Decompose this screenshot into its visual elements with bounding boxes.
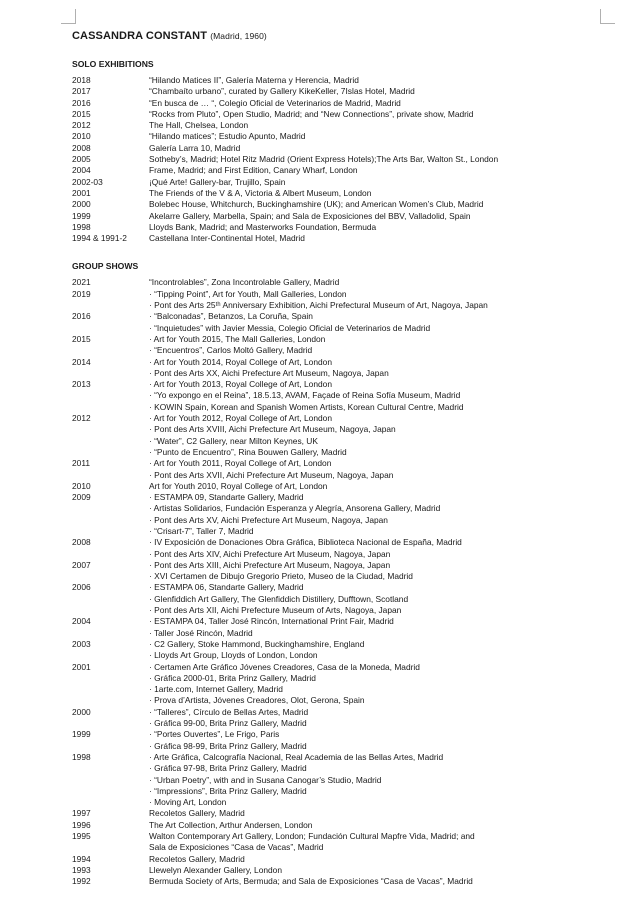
entry-row <box>72 594 592 605</box>
entry-row <box>72 650 592 661</box>
entry-text: · Pont des Arts XX, Aichi Prefecture Art Museum, Nagoya, Japan <box>149 367 389 378</box>
entry-row <box>72 188 592 199</box>
entry-row <box>72 109 592 120</box>
entry-text: Akelarre Gallery, Marbella, Spain; and Sala de Exposiciones del BBV, Valladolid, Spain <box>149 210 471 221</box>
entry-row <box>72 222 592 233</box>
entry-year <box>72 775 149 786</box>
entry-row <box>72 154 592 165</box>
entry-text: · Gráfica 2000-01, Brita Prinz Gallery, Madrid <box>149 672 316 683</box>
entry-text: · C2 Gallery, Stoke Hammond, Buckinghamshire, England <box>149 638 365 649</box>
entry-year <box>72 526 149 537</box>
entry-text: · Pont des Arts XIII, Aichi Prefecture Art Museum, Nagoya, Japan <box>149 559 391 570</box>
entry-row <box>72 233 592 244</box>
entry-row <box>72 165 592 176</box>
entry-row <box>72 199 592 210</box>
entry-row <box>72 436 592 447</box>
entry-row <box>72 707 592 718</box>
entry-text: · “Inquietudes” with Javier Messia, Colegio Oficial de Veterinarios de Madrid <box>149 322 431 333</box>
entry-year: 1999 <box>72 210 91 221</box>
entry-year <box>72 594 149 605</box>
entry-year: 2015 <box>72 333 91 344</box>
entry-row <box>72 345 592 356</box>
entry-row <box>72 311 592 322</box>
entry-row <box>72 98 592 109</box>
entry-year <box>72 345 149 356</box>
entry-row <box>72 390 592 401</box>
entry-row <box>72 447 592 458</box>
entry-year: 1995 <box>72 831 91 841</box>
entry-text: · Moving Art, London <box>149 797 227 808</box>
entry-row <box>72 481 592 492</box>
entry-text: · “Tipping Point”, Art for Youth, Mall Galleries, London <box>149 288 347 299</box>
entry-row <box>72 492 592 503</box>
entry-text: · “Urban Poetry”, with and in Susana Canogar’s Studio, Madrid <box>149 774 382 785</box>
entry-text: “Hilando matices”; Estudio Apunto, Madrid <box>149 131 306 142</box>
entry-row <box>72 616 592 627</box>
entry-row <box>72 865 592 876</box>
entry-year <box>72 424 149 435</box>
entry-text: · Certamen Arte Gráfico Jóvenes Creadores, Casa de la Moneda, Madrid <box>149 661 420 672</box>
entry-row <box>72 842 592 853</box>
entry-year: 1992 <box>72 876 91 887</box>
entry-text: · Artistas Solidarios, Fundación Esperanza y Alegría, Ansorena Gallery, Madrid <box>149 503 441 514</box>
entry-text: The Art Collection, Arthur Andersen, London <box>149 819 313 830</box>
entry-row <box>72 571 592 582</box>
entry-text: Castellana Inter-Continental Hotel, Madrid <box>149 233 305 244</box>
entry-year: 2013 <box>72 379 91 390</box>
entry-row <box>72 368 592 379</box>
entry-text: · ESTAMPA 06, Standarte Gallery, Madrid <box>149 582 304 593</box>
entry-text: · Gráfica 99-00, Brita Prinz Gallery, Madrid <box>149 718 307 729</box>
entry-row <box>72 775 592 786</box>
entry-row <box>72 300 592 311</box>
entry-year: 2012 <box>72 120 91 131</box>
entry-year: 2003 <box>72 638 91 649</box>
entry-text: · Glenfiddich Art Gallery, The Glenfiddich Distillery, Dufftown, Scotland <box>149 593 409 604</box>
entry-year <box>72 515 149 526</box>
crop-mark-left <box>61 9 76 24</box>
entry-text: Sala de Exposiciones “Casa de Vacas”, Madrid <box>149 842 324 853</box>
entry-year: 2002-03 <box>72 176 103 187</box>
entry-text: · Pont des Arts 25ᵗʰ Anniversary Exhibition, Aichi Prefectural Museum of Art, Nagoya, Japan <box>149 300 488 311</box>
entry-text: · ESTAMPA 09, Standarte Gallery, Madrid <box>149 492 304 503</box>
entry-text: · “Punto de Encuentro”, Rina Bouwen Gallery, Madrid <box>149 446 347 457</box>
entry-year <box>72 402 149 413</box>
entry-row <box>72 639 592 650</box>
entry-text: · 1arte.com, Internet Gallery, Madrid <box>149 684 283 695</box>
entry-text: “En busca de … “, Colegio Oficial de Veterinarios de Madrid, Madrid <box>149 97 401 108</box>
entry-row <box>72 413 592 424</box>
entry-row <box>72 86 592 97</box>
entry-row <box>72 718 592 729</box>
entry-text: Llewelyn Alexander Gallery, London <box>149 864 282 875</box>
entry-year <box>72 842 149 853</box>
entry-row <box>72 820 592 831</box>
entry-text: “Chambaíto urbano”, curated by Gallery KikeKeller, 7Islas Hotel, Madrid <box>149 86 415 97</box>
entry-text: · Gráfica 97-98, Brita Prinz Gallery, Madrid <box>149 763 307 774</box>
entry-text: Bermuda Society of Arts, Bermuda; and Sala de Exposiciones “Casa de Vacas”, Madrid <box>149 876 473 887</box>
entry-text: ¡Qué Arte! Gallery-bar, Trujillo, Spain <box>149 176 286 187</box>
entry-row <box>72 211 592 222</box>
entry-row <box>72 797 592 808</box>
entry-year: 2004 <box>72 616 91 627</box>
entry-year <box>72 605 149 616</box>
entry-row <box>72 549 592 560</box>
entry-text: · Pont des Arts XVII, Aichi Prefecture Art Museum, Nagoya, Japan <box>149 469 394 480</box>
entry-row <box>72 729 592 740</box>
entry-text: · Art for Youth 2013, Royal College of Art, London <box>149 379 332 390</box>
entry-text: Lloyds Bank, Madrid; and Masterworks Foundation, Bermuda <box>149 221 377 232</box>
entry-year <box>72 571 149 582</box>
entry-row <box>72 854 592 865</box>
entry-year: 2016 <box>72 311 91 322</box>
entry-year: 2007 <box>72 559 91 570</box>
entry-year: 1998 <box>72 751 91 762</box>
entry-text: · ESTAMPA 04, Taller José Rincón, International Print Fair, Madrid <box>149 616 394 627</box>
entry-year: 2021 <box>72 277 91 288</box>
entry-text: Galería Larra 10, Madrid <box>149 142 241 153</box>
entry-row <box>72 177 592 188</box>
entry-row <box>72 876 592 887</box>
entry-row <box>72 402 592 413</box>
entry-year: 2004 <box>72 165 91 176</box>
entry-year: 2008 <box>72 537 91 548</box>
entry-year: 2018 <box>72 75 91 85</box>
entry-year <box>72 695 149 706</box>
entry-year <box>72 436 149 447</box>
entry-year: 1997 <box>72 808 91 819</box>
entry-year: 2015 <box>72 108 91 119</box>
group-shows-title: GROUP SHOWS <box>72 261 139 272</box>
entry-year: 2014 <box>72 356 91 367</box>
entry-year <box>72 628 149 639</box>
entry-year: 1994 & 1991-2 <box>72 233 127 244</box>
entry-row <box>72 808 592 819</box>
entry-year <box>72 684 149 695</box>
entry-text: · “Yo expongo en el Reina”, 18.5.13, AVAM, Façade of Reina Sofía Museum, Madrid <box>149 390 461 401</box>
entry-year <box>72 673 149 684</box>
entry-text: “Incontrolables”, Zona Incontrolable Gallery, Madrid <box>149 277 340 288</box>
entry-row <box>72 662 592 673</box>
entry-year <box>72 650 149 661</box>
entry-row <box>72 503 592 514</box>
entry-text: Recoletos Gallery, Madrid <box>149 808 245 819</box>
entry-row <box>72 537 592 548</box>
entry-text: · KOWIN Spain, Korean and Spanish Women Artists, Korean Cultural Centre, Madrid <box>149 401 464 412</box>
entry-text: · “Impressions”, Brita Prinz Gallery, Madrid <box>149 785 307 796</box>
entry-row <box>72 277 592 288</box>
entry-year: 2001 <box>72 187 91 198</box>
entry-year <box>72 741 149 752</box>
entry-year: 1996 <box>72 819 91 830</box>
entry-row <box>72 831 592 842</box>
entry-year: 2012 <box>72 413 91 424</box>
entry-row <box>72 120 592 131</box>
entry-row <box>72 752 592 763</box>
entry-text: · Gráfica 98-99, Brita Prinz Gallery, Madrid <box>149 740 307 751</box>
entry-row <box>72 75 592 86</box>
entry-row <box>72 560 592 571</box>
artist-name: CASSANDRA CONSTANT <box>72 30 208 42</box>
entry-year: 2010 <box>72 480 91 491</box>
entry-row <box>72 763 592 774</box>
entry-year <box>72 718 149 729</box>
entry-year: 2010 <box>72 131 91 142</box>
entry-text: · “Encuentros”, Carlos Moltó Gallery, Madrid <box>149 345 313 356</box>
entry-row <box>72 470 592 481</box>
entry-row <box>72 605 592 616</box>
entry-text: · Art for Youth 2011, Royal College of Art, London <box>149 458 332 469</box>
entry-text: · Art for Youth 2012, Royal College of Art, London <box>149 413 332 424</box>
entry-row <box>72 334 592 345</box>
entry-text: · Taller José Rincón, Madrid <box>149 627 253 638</box>
entry-text: Frame, Madrid; and First Edition, Canary Wharf, London <box>149 165 358 176</box>
entry-text: · Pont des Arts XVIII, Aichi Prefecture Art Museum, Nagoya, Japan <box>149 424 396 435</box>
entry-row <box>72 673 592 684</box>
entry-text: Bolebec House, Whitchurch, Buckinghamshire (UK); and American Women’s Club, Madrid <box>149 199 484 210</box>
entry-row <box>72 143 592 154</box>
solo-exhibitions-title: SOLO EXHIBITIONS <box>72 59 154 69</box>
entry-text: · XVI Certamen de Dibujo Gregorio Prieto, Museo de la Ciudad, Madrid <box>149 571 413 582</box>
entry-row <box>72 582 592 593</box>
entry-text: · “Water”, C2 Gallery, near Milton Keynes, UK <box>149 435 318 446</box>
entry-text: · Pont des Arts XIV, Aichi Prefecture Art Museum, Nagoya, Japan <box>149 548 391 559</box>
artist-heading <box>72 30 592 42</box>
entry-row <box>72 515 592 526</box>
entry-year <box>72 447 149 458</box>
entry-text: · IV Exposición de Donaciones Obra Gráfica, Biblioteca Nacional de España, Madrid <box>149 537 462 548</box>
entry-year: 2009 <box>72 492 91 503</box>
entry-row <box>72 289 592 300</box>
entry-year: 2000 <box>72 199 91 210</box>
entry-year: 2006 <box>72 582 91 593</box>
entry-year <box>72 797 149 808</box>
entry-year <box>72 368 149 379</box>
entry-year: 2017 <box>72 86 91 97</box>
entry-row <box>72 741 592 752</box>
entry-text: · Lloyds Art Group, Lloyds of London, London <box>149 650 318 661</box>
entry-text: · “Balconadas”, Betanzos, La Coruña, Spain <box>149 311 313 322</box>
entry-row <box>72 786 592 797</box>
document-page <box>72 30 592 887</box>
group-shows-list <box>72 277 592 887</box>
entry-text: · Pont des Arts XV, Aichi Prefecture Art Museum, Nagoya, Japan <box>149 514 388 525</box>
entry-text: · “Talleres”, Círculo de Bellas Artes, Madrid <box>149 706 309 717</box>
artist-origin: (Madrid, 1960) <box>210 31 267 41</box>
entry-year: 2019 <box>72 288 91 299</box>
entry-year: 2000 <box>72 706 91 717</box>
entry-year <box>72 323 149 334</box>
entry-text: · Pont des Arts XII, Aichi Prefecture Museum of Arts, Nagoya, Japan <box>149 605 402 616</box>
entry-text: “Rocks from Pluto”, Open Studio, Madrid; and “New Connections”, private show, Madrid <box>149 108 474 119</box>
entry-row <box>72 379 592 390</box>
entry-text: · Art for Youth 2014, Royal College of Art, London <box>149 356 332 367</box>
entry-year: 2008 <box>72 142 91 153</box>
entry-year <box>72 503 149 514</box>
entry-text: Sotheby’s, Madrid; Hotel Ritz Madrid (Orient Express Hotels);The Arts Bar, Walton St., London <box>149 154 499 165</box>
entry-text: Walton Contemporary Art Gallery, London; Fundación Cultural Mapfre Vida, Madrid; and <box>149 831 475 841</box>
solo-exhibitions-list <box>72 75 592 244</box>
entry-year <box>72 786 149 797</box>
entry-row <box>72 323 592 334</box>
entry-row <box>72 424 592 435</box>
entry-year <box>72 300 149 311</box>
entry-text: “Hilando Matices II”, Galería Materna y Herencia, Madrid <box>149 75 359 85</box>
entry-text: · Art for Youth 2015, The Mall Galleries, London <box>149 333 326 344</box>
entry-text: · “Crisart-7”, Taller 7, Madrid <box>149 525 254 536</box>
entry-year <box>72 390 149 401</box>
entry-row <box>72 684 592 695</box>
entry-row <box>72 695 592 706</box>
entry-row <box>72 458 592 469</box>
entry-year: 2001 <box>72 661 91 672</box>
entry-text: The Friends of the V & A, Victoria & Albert Museum, London <box>149 187 372 198</box>
entry-text: Recoletos Gallery, Madrid <box>149 853 245 864</box>
entry-year: 1998 <box>72 221 91 232</box>
entry-year: 2016 <box>72 97 91 108</box>
entry-year <box>72 470 149 481</box>
entry-text: The Hall, Chelsea, London <box>149 120 249 131</box>
entry-year: 2005 <box>72 154 91 165</box>
entry-year: 2011 <box>72 458 91 469</box>
entry-text: · Prova d’Artista, Jóvenes Creadores, Olot, Gerona, Spain <box>149 695 365 706</box>
entry-text: · Arte Gráfica, Calcografía Nacional, Real Academia de las Bellas Artes, Madrid <box>149 751 444 762</box>
entry-row <box>72 131 592 142</box>
entry-year <box>72 549 149 560</box>
entry-row <box>72 526 592 537</box>
entry-text: · “Portes Ouvertes”, Le Frigo, Paris <box>149 729 280 740</box>
entry-row <box>72 357 592 368</box>
entry-row <box>72 628 592 639</box>
entry-text: Art for Youth 2010, Royal College of Art, London <box>149 480 328 491</box>
entry-year: 1999 <box>72 729 91 740</box>
crop-mark-right <box>600 9 615 24</box>
entry-year: 1994 <box>72 853 91 864</box>
entry-year: 1993 <box>72 864 91 875</box>
entry-year <box>72 763 149 774</box>
